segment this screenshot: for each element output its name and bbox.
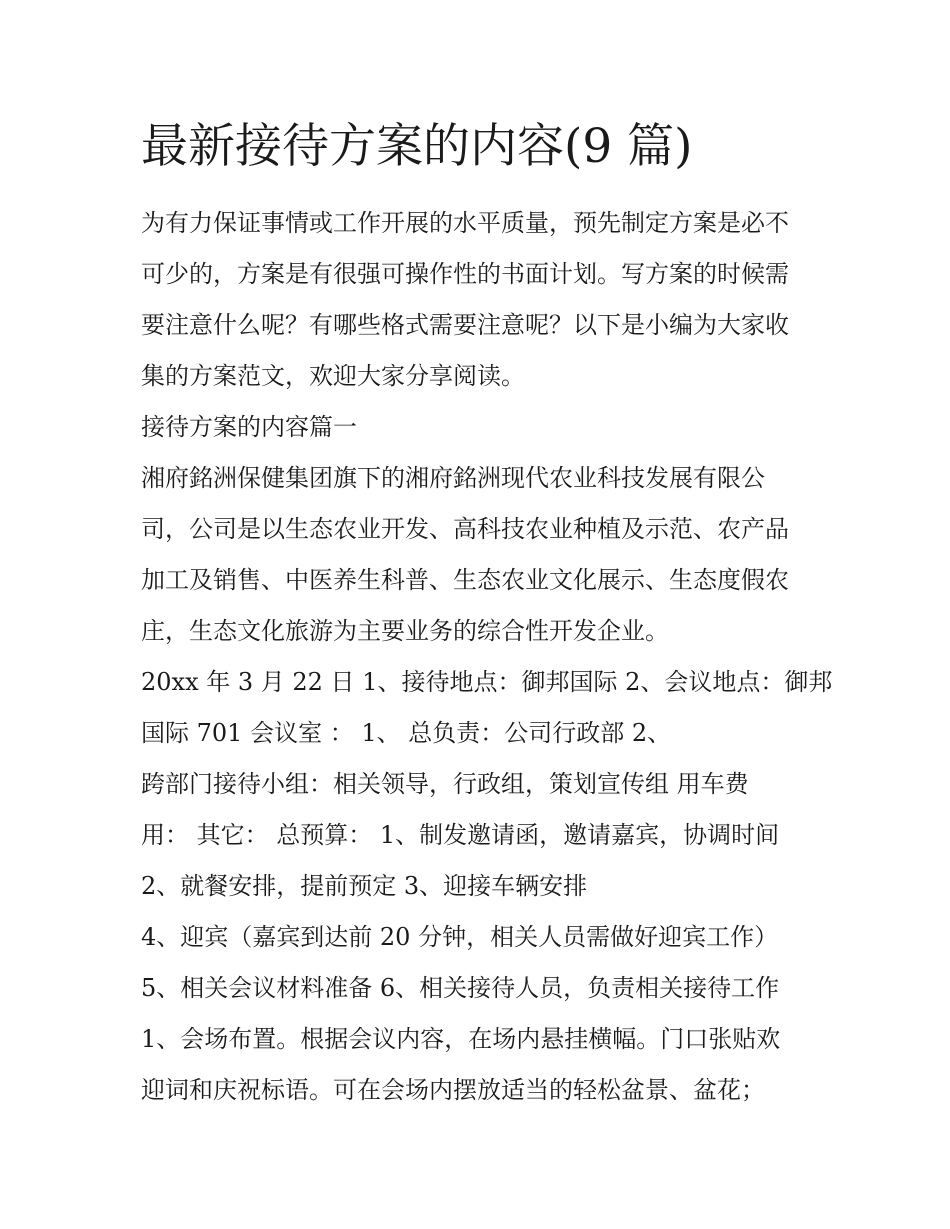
text-line: 4、迎宾（嘉宾到达前 20 分钟，相关人员需做好迎宾工作）	[141, 923, 779, 951]
document-title: 最新接待方案的内容(9 篇)	[141, 119, 693, 174]
text-line: 司，公司是以生态农业开发、高科技农业种植及示范、农产品	[141, 515, 789, 543]
text-line: 集的方案范文，欢迎大家分享阅读。	[141, 362, 525, 390]
text-line: 可少的，方案是有很强可操作性的书面计划。写方案的时候需	[141, 260, 789, 288]
document-body	[141, 112, 833, 1116]
text-line: 湘府銘洲保健集团旗下的湘府銘洲现代农业科技发展有限公	[141, 464, 765, 492]
text-line: 加工及销售、中医养生科普、生态农业文化展示、生态度假农	[141, 566, 789, 594]
text-line: 为有力保证事情或工作开展的水平质量，预先制定方案是必不	[141, 209, 789, 237]
text-line: 用： 其它： 总预算： 1、制发邀请函，邀请嘉宾，协调时间	[141, 821, 780, 849]
section-heading: 接待方案的内容篇一	[141, 413, 357, 441]
text-line: 迎词和庆祝标语。可在会场内摆放适当的轻松盆景、盆花；	[141, 1076, 765, 1104]
text-line: 5、相关会议材料准备 6、相关接待人员，负责相关接待工作	[141, 974, 780, 1002]
text-line: 跨部门接待小组：相关领导，行政组，策划宣传组 用车费	[141, 770, 749, 798]
text-line: 1、会场布置。根据会议内容，在场内悬挂横幅。门口张贴欢	[141, 1025, 781, 1053]
text-line: 要注意什么呢？有哪些格式需要注意呢？以下是小编为大家收	[141, 311, 789, 339]
text-line: 庄，生态文化旅游为主要业务的综合性开发企业。	[141, 617, 669, 645]
text-line: 2、就餐安排，提前预定 3、迎接车辆安排	[141, 872, 588, 900]
text-line: 国际 701 会议室 ： 1、 总负责：公司行政部 2、	[141, 719, 672, 747]
text-line: 20xx 年 3 月 22 日 1、接待地点：御邦国际 2、会议地点：御邦	[141, 668, 833, 696]
